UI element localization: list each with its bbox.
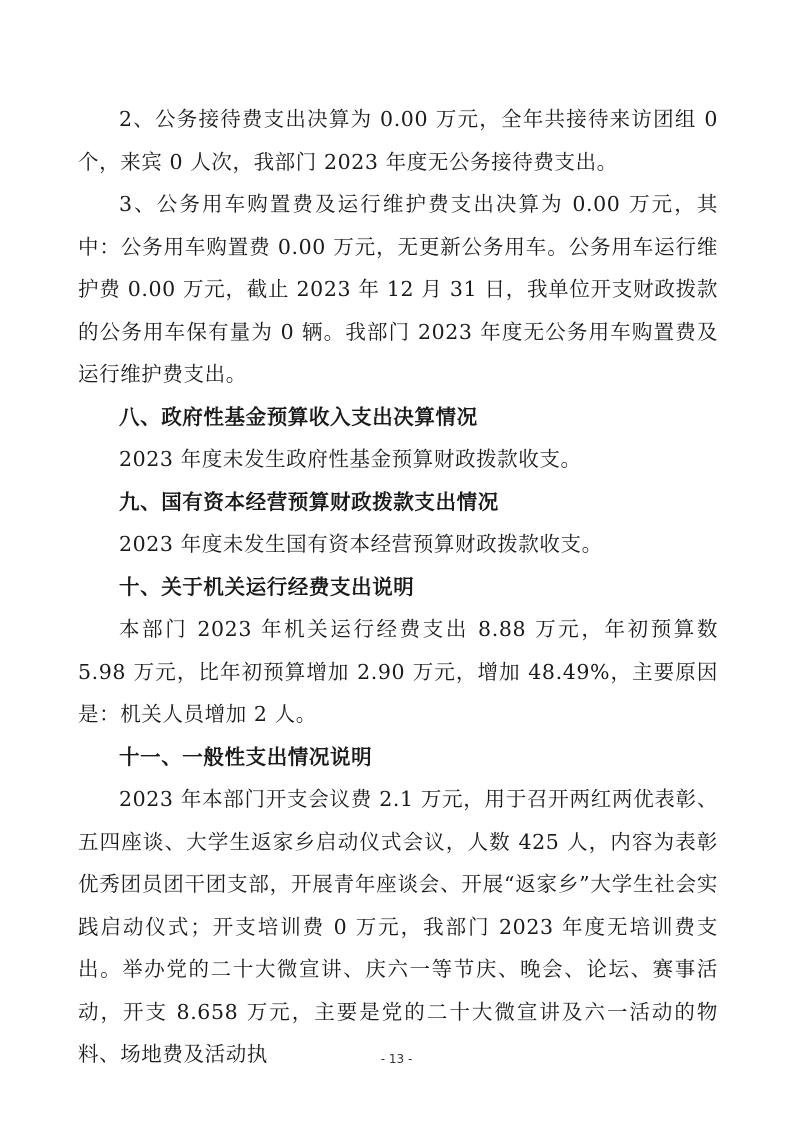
paragraph-operating-expense: 本部门 2023 年机关运行经费支出 8.88 万元，年初预算数 5.98 万元，比年初预算增加 2.90 万元，增加 48.49%，主要原因是：机关人员增加 2 人。 xyxy=(78,617,718,726)
paragraph-government-fund: 2023 年度未发生政府性基金预算财政拨款收支。 xyxy=(119,447,582,471)
page-number: - 13 - xyxy=(380,1052,413,1066)
paragraph-reception-expense: 2、公务接待费支出决算为 0.00 万元，全年共接待来访团组 0 个，来宾 0 人次，我部门 2023 年度无公务接待费支出。 xyxy=(78,107,718,174)
paragraph-general-expense: 2023 年本部门开支会议费 2.1 万元，用于召开两红两优表彰、五四座谈、大学生返家乡启动仪式会议，人数 425 人，内容为表彰优秀团员团干团支部，开展青年座谈会、开展“返家乡”大学生社会实践启动仪式；开支培训费 0 万元，我部门 2023 年度无培训费支出。举办党的二十大微宣讲、庆六一等节庆、晚会、论坛、赛事活动，开支 8.658 万元，主要是党的二十大微宣讲及六一活动的物料、场地费及活动执 xyxy=(78,787,718,1066)
heading-government-fund: 八、政府性基金预算收入支出决算情况 xyxy=(119,404,478,429)
heading-general-expense: 十一、一般性支出情况说明 xyxy=(119,744,373,769)
paragraph-vehicle-expense: 3、公务用车购置费及运行维护费支出决算为 0.00 万元，其中：公务用车购置费 0.00 万元，无更新公务用车。公务用车运行维护费 0.00 万元，截止 2023 年 12 月 31 日，我单位开支财政拨款的公务用车保有量为 0 辆。我部门 2023 年度无公务用车购置费及运行维护费支出。 xyxy=(78,192,718,386)
paragraph-state-capital: 2023 年度未发生国有资本经营预算财政拨款收支。 xyxy=(119,532,603,556)
heading-state-capital: 九、国有资本经营预算财政拨款支出情况 xyxy=(119,489,499,514)
document-body xyxy=(78,98,718,1076)
heading-operating-expense: 十、关于机关运行经费支出说明 xyxy=(119,574,415,599)
